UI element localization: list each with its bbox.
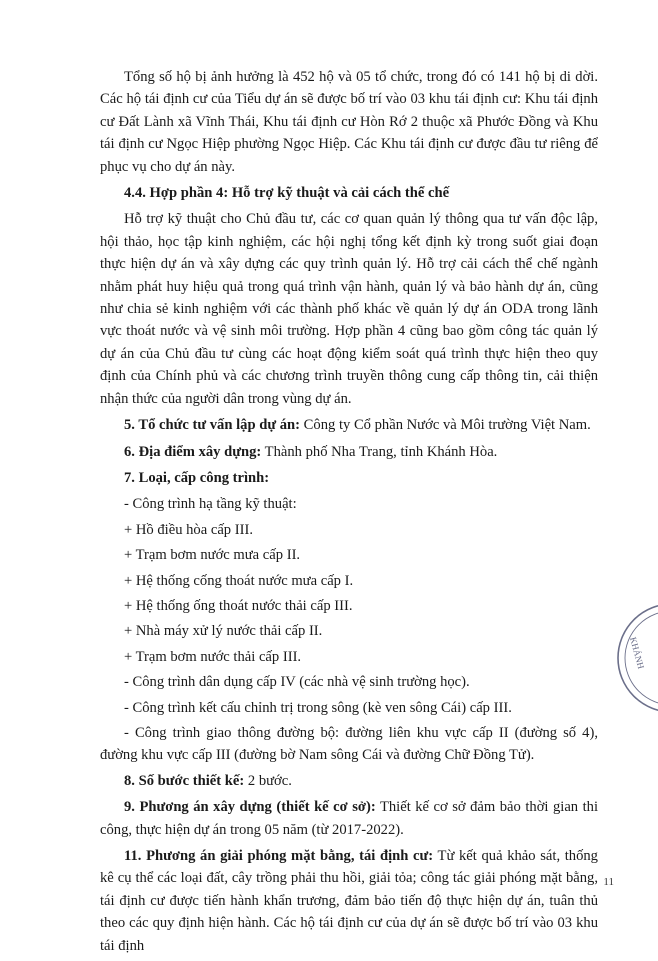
list-item: - Công trình hạ tầng kỹ thuật: [124,496,297,513]
list-item: + Nhà máy xử lý nước thải cấp II. [124,623,323,640]
list-item: - Công trình dân dụng cấp IV (các nhà vệ sinh trường học). [124,674,470,691]
section-6-label: 6. Địa điểm xây dựng: [124,443,262,460]
section-9-label: 9. Phương án xây dựng (thiết kế cơ sở): [124,799,376,816]
heading-component-4: 4.4. Hợp phần 4: Hỗ trợ kỹ thuật và cải cách thể chế [124,185,450,202]
section-6-location [100,441,598,463]
section-5-label: 5. Tổ chức tư vấn lập dự án: [124,417,301,434]
section-9-construction-plan [100,796,598,841]
section-6-value: Thành phố Nha Trang, tỉnh Khánh Hòa. [261,443,498,460]
page-number: 11 [603,876,614,888]
seal-icon [610,598,658,718]
paragraph-affected-households: Tổng số hộ bị ảnh hưởng là 452 hộ và 05 tổ chức, trong đó có 141 hộ bị di dời. Các hộ tái định cư của Tiểu dự án sẽ được bố trí vào 03 khu tái định cư: Khu tái định cư Đất Lành xã Vĩnh Thái, Khu tái định cư Hòn Rớ 2 thuộc xã Phước Đồng và Khu tái định cư Ngọc Hiệp phường Ngọc Hiệp. Các Khu tái định cư được đầu tư riêng để phục vụ cho dự án này. [100,69,598,175]
section-7-heading: 7. Loại, cấp công trình: [124,469,270,486]
document-body [100,66,598,961]
list-item: - Công trình giao thông đường bộ: đường liên khu vực cấp II (đường số 4), đường khu vực cấp III (đường bờ Nam sông Cái và đường Chữ Đồng Tử). [100,724,598,764]
section-5-value: Công ty Cổ phần Nước và Môi trường Việt Nam. [300,417,591,434]
section-11-value: Từ kết quả khảo sát, thống kê cụ thể các loại đất, cây trồng phải thu hồi, giải tỏa; công tác giải phóng mặt bằng, tái định cư được tiến hành khẩn trương, đảm bảo tiến độ thực hiện dự án, tuân thủ theo các quy định hiện hành. Các hộ tái định cư của dự án sẽ được bố trí vào 03 khu tái định [100,848,598,954]
list-item: + Trạm bơm nước mưa cấp II. [124,547,301,564]
list-item: + Hồ điều hòa cấp III. [124,521,253,538]
section-5-consultant [100,414,598,436]
section-8-design-steps [100,770,598,792]
seal-text: KHÁNH [628,635,647,670]
list-item: - Công trình kết cấu chỉnh trị trong sông (kè ven sông Cái) cấp III. [124,699,512,716]
paragraph-technical-support: Hỗ trợ kỹ thuật cho Chủ đầu tư, các cơ quan quản lý thông qua tư vấn độc lập, hội thảo, học tập kinh nghiệm, các hội nghị tổng kết định kỳ trong suốt giai đoạn thực hiện dự án và xây dựng các quy trình quản lý. Hỗ trợ cải cách thể chế ngành nhằm phát huy hiệu quả trong quá trình vận hành, quản lý và bảo hành dự án, cũng như chia sẻ kinh nghiệm với các thành phố khác về quản lý dự án ODA trong lãnh vực thoát nước và vệ sinh môi trường. Hợp phần 4 cũng bao gồm công tác quản lý dự án của Chủ đầu tư cùng các hoạt động kiểm soát quá trình thực hiện theo quy định của Chính phủ và các chương trình truyền thông cung cấp thông tin, cải thiện nhận thức của người dân trong vùng dự án. [100,211,598,407]
list-item: + Trạm bơm nước thải cấp III. [124,648,302,665]
section-8-label: 8. Số bước thiết kế: [124,772,245,789]
list-item: + Hệ thống cống thoát nước mưa cấp I. [124,572,354,589]
list-item: + Hệ thống ống thoát nước thải cấp III. [124,597,353,614]
official-seal-partial [610,598,658,718]
section-8-value: 2 bước. [244,772,292,789]
construction-list [100,493,598,766]
section-9-value: Thiết kế cơ sở đảm bảo thời gian thi công, thực hiện dự án trong 05 năm (từ 2017-2022). [100,799,598,838]
section-11-resettlement [100,845,598,957]
section-11-label: 11. Phương án giải phóng mặt bằng, tái định cư: [124,848,434,864]
